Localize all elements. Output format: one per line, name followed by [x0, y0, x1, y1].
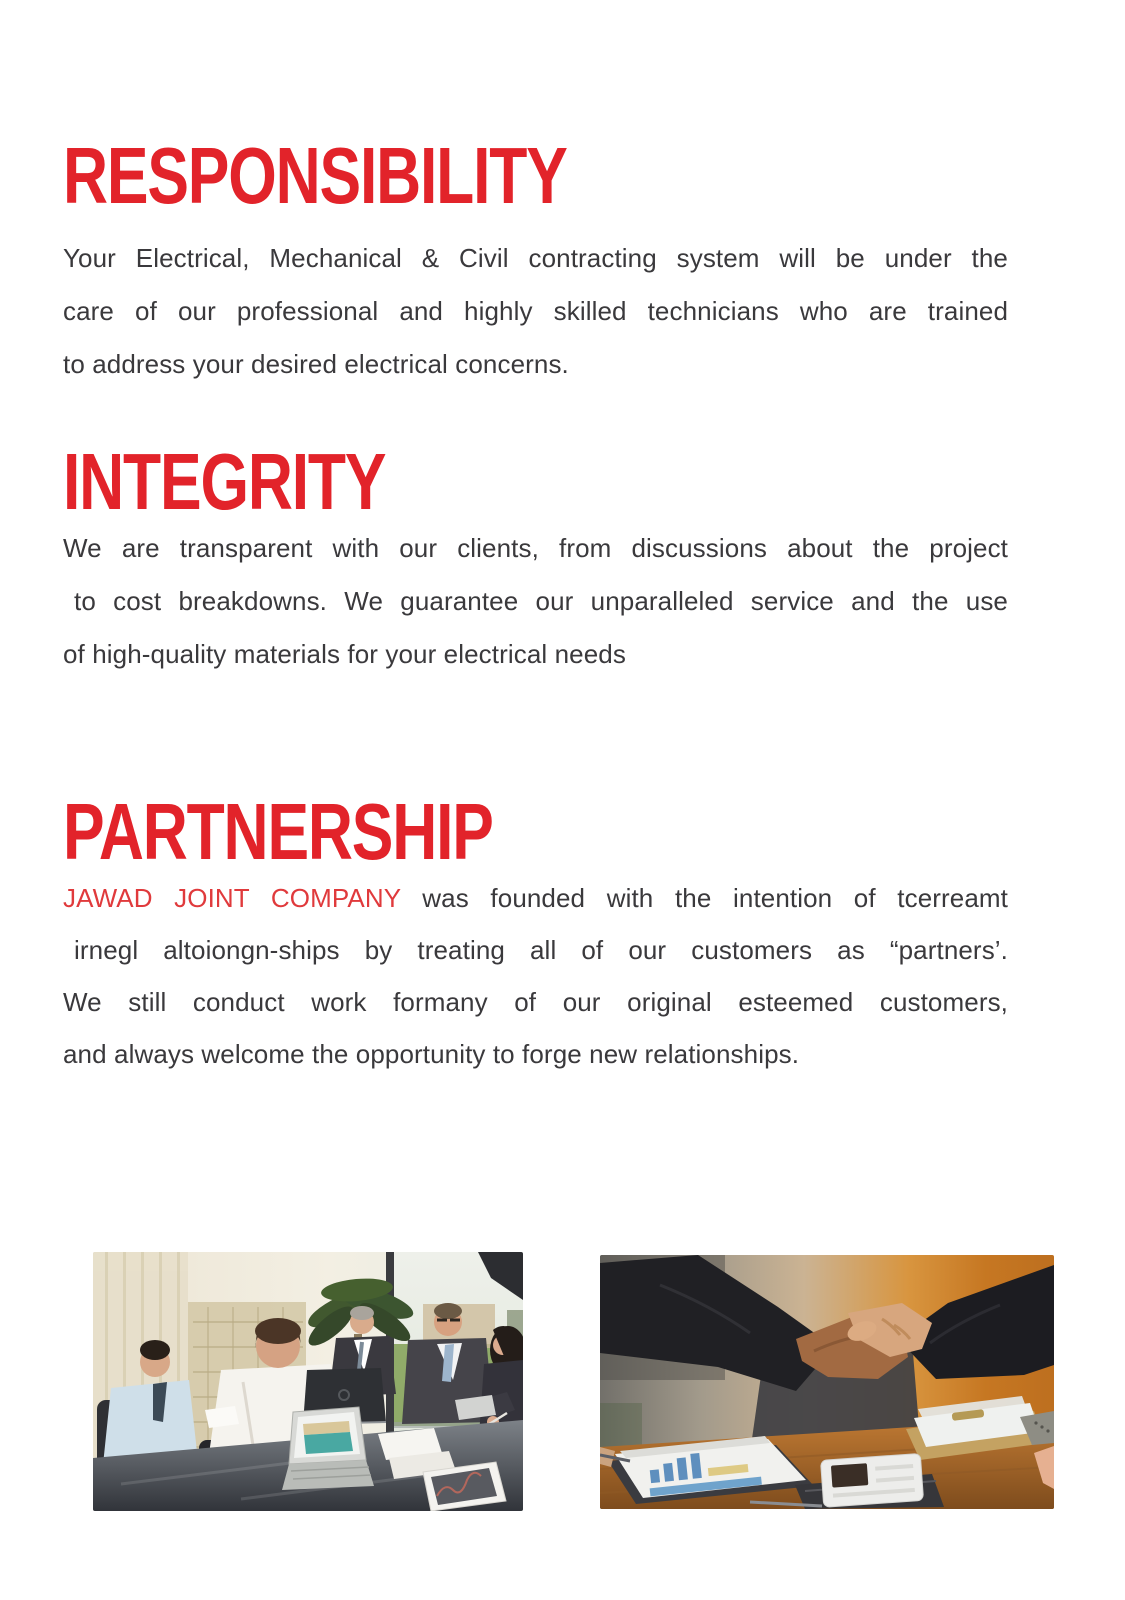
calculator-display — [831, 1463, 868, 1487]
partnership-paragraph — [63, 872, 1008, 1080]
meeting-photo — [93, 1252, 523, 1511]
handshake-illustration — [600, 1255, 1054, 1509]
meeting-illustration — [93, 1252, 523, 1511]
paragraph-line — [63, 872, 1008, 924]
responsibility-paragraph — [63, 232, 1008, 391]
paragraph-text: was founded with the intention of tcerreamt — [400, 883, 1008, 913]
partnership-heading: PARTNERSHIP — [63, 787, 493, 876]
paragraph-line: We still conduct work formany of our original esteemed customers, — [63, 987, 1008, 1017]
paragraph-line: to address your desired electrical concerns. — [63, 349, 569, 379]
paragraph-line: to cost breakdowns. We guarantee our unparalleled service and the use — [74, 586, 1008, 616]
paragraph-line: of high-quality materials for your electrical needs — [63, 639, 626, 669]
handshake-photo — [600, 1255, 1054, 1509]
background-plant — [600, 1403, 642, 1449]
paragraph-line: irnegl altoiongn-ships by treating all of our customers as “partners’. — [74, 935, 1008, 965]
screen-chart — [304, 1432, 353, 1454]
paragraph-line: Your Electrical, Mechanical & Civil contracting system will be under the — [63, 243, 1008, 273]
calculator — [821, 1453, 924, 1507]
paragraph-line: and always welcome the opportunity to forge new relationships. — [63, 1039, 800, 1069]
responsibility-heading: RESPONSIBILITY — [63, 131, 567, 220]
paragraph-line: We are transparent with our clients, from discussions about the project — [63, 533, 1008, 563]
integrity-heading: INTEGRITY — [63, 437, 386, 526]
integrity-paragraph — [63, 522, 1008, 681]
paragraph-line: care of our professional and highly skilled technicians who are trained — [63, 296, 1008, 326]
laptop-front — [282, 1407, 374, 1490]
company-name: JAWAD JOINT COMPANY — [63, 883, 401, 913]
